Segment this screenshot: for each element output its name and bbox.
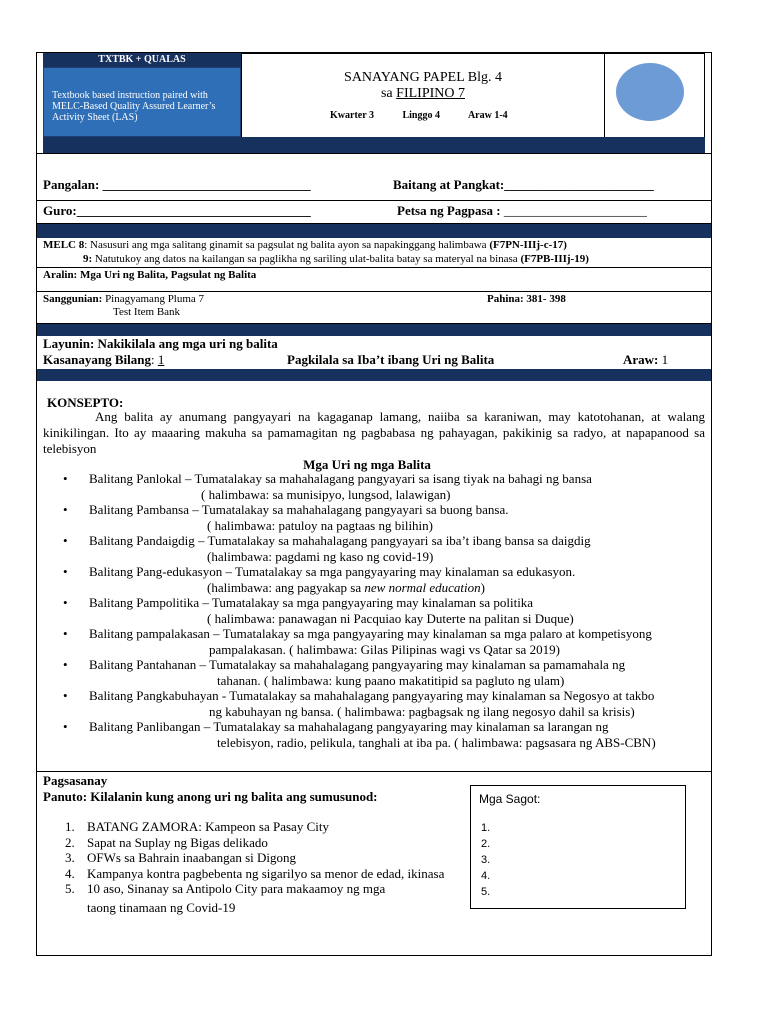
- uri-description: Balitang pampalakasan – Tumatalakay sa mga pangyayaring may kinalaman sa mga palaro at kompetisyong: [89, 626, 652, 641]
- uri-example: [89, 642, 707, 658]
- worksheet-subject: [242, 86, 604, 102]
- petsa-label: Petsa ng Pagpasa :: [397, 203, 504, 218]
- sanggunian: [43, 293, 204, 305]
- uri-ng-balita-item: [57, 688, 707, 719]
- pangalan-field[interactable]: Pangalan: ________________________________: [43, 177, 311, 192]
- melc-label: MELC 8: [43, 239, 85, 251]
- section-bar: [37, 369, 711, 381]
- konsepto-paragraph: Ang balita ay anumang pangyayari na kagaganap lamang, naiiba sa karaniwan, may katotohanan, at walang kinikilingan. Ito ay maaaring makuha sa pamamagitan ng pagbabasa ng pahayagan, pakikinig sa radyo, at napapanood sa telebisyon: [43, 409, 705, 456]
- kasanayan-label: Kasanayang Bilang: [43, 352, 152, 367]
- uri-example-text: ( halimbawa: sa munisipyo, lungsod, lalawigan): [201, 486, 451, 502]
- answer-slot[interactable]: 4.: [481, 870, 491, 882]
- kasanayan-sep: :: [151, 352, 158, 367]
- uri-description: Balitang Pantahanan – Tumatalakay sa mahahalagang pangyayaring may kinalaman sa pamamahala ng: [89, 657, 626, 672]
- pagsasanay-heading: Pagsasanay: [43, 773, 108, 788]
- uri-ng-balita-item: [57, 719, 707, 750]
- divider: [37, 771, 711, 772]
- pagkilala-title: Pagkilala sa Iba’t ibang Uri ng Balita: [287, 352, 495, 367]
- pahina: Pahina: 381- 398: [487, 293, 566, 305]
- item-text: Kampanya kontra pagbebenta ng sigarilyo sa menor de edad, ikinasa: [87, 865, 445, 881]
- linggo-label: Linggo 4: [402, 110, 440, 121]
- section-bar: [37, 224, 711, 238]
- uri-example-text: tahanan. ( halimbawa: kung paano makatitipid sa pagluto ng ulam): [217, 672, 565, 688]
- melc-9-text: Natutukoy ang datos na kailangan sa paglikha ng sariling ulat-balita batay sa materyal na binasa: [92, 253, 521, 265]
- uri-description: Balitang Panlibangan – Tumatalakay sa mahahalagang pangyayaring may kinalaman sa larangan ng: [89, 719, 609, 734]
- baitang-field[interactable]: Baitang at Pangkat:_______________________: [393, 177, 654, 192]
- divider: [37, 291, 711, 292]
- item-text: Sapat na Suplay ng Bigas delikado: [87, 834, 268, 850]
- item-text: 10 aso, Sinanay sa Antipolo City para makaamoy ng mga: [87, 881, 386, 896]
- logo-block: [605, 53, 705, 137]
- bullet-icon: •: [63, 657, 68, 672]
- bullet-icon: •: [63, 564, 68, 579]
- uri-ng-balita-item: [57, 657, 707, 688]
- subject-prefix: sa: [380, 86, 397, 101]
- uri-example: [89, 487, 707, 503]
- aralin: [43, 269, 256, 281]
- divider: [37, 200, 711, 201]
- pagsasanay-item: [59, 881, 444, 897]
- item-text: OFWs sa Bahrain inaabangan si Digong: [87, 850, 297, 865]
- bullet-icon: •: [63, 502, 68, 517]
- uri-ng-balita-item: [57, 626, 707, 657]
- bullet-icon: •: [63, 533, 68, 548]
- guro-field[interactable]: Guro:____________________________________: [43, 203, 311, 218]
- bullet-icon: •: [63, 688, 68, 703]
- panuto: Panuto: Kilalanin kung anong uri ng balita ang sumusunod:: [43, 789, 378, 804]
- kasanayan: [43, 352, 164, 368]
- pagsasanay-item: [59, 850, 444, 866]
- uri-ng-balita-item: [57, 471, 707, 502]
- melc-8-text: : Nasusuri ang mga salitang ginamit sa pagsulat ng balita ayon sa napakinggang halimbawa: [84, 239, 490, 251]
- aralin-value: Mga Uri ng Balita, Pagsulat ng Balita: [77, 269, 257, 281]
- worksheet-page: [36, 52, 712, 956]
- program-badge-title: TXTBK + QUALAS: [43, 53, 241, 67]
- melc-9: [83, 253, 589, 265]
- konsepto-heading: KONSEPTO:: [47, 395, 124, 410]
- petsa-blank: ______________________: [503, 203, 647, 218]
- uri-example-text: ( halimbawa: patuloy na pagtaas ng bilihin): [207, 517, 433, 533]
- answers-box: [470, 785, 686, 909]
- uri-description: Balitang Pandaigdig – Tumatalakay sa mahahalagang pangyayari sa iba’t ibang bansa sa daigdig: [89, 533, 591, 548]
- worksheet-header: [37, 53, 705, 137]
- item-number: 4.: [65, 865, 75, 881]
- uri-description: Balitang Pangkabuhayan - Tumatalakay sa mahahalagang pangyayaring may kinalaman sa Negosyo at takbo: [89, 688, 655, 703]
- sanggunian-value-2: Test Item Bank: [113, 306, 181, 318]
- uri-description: Balitang Pambansa – Tumatalakay sa mahahalagang pangyayari sa buong bansa.: [89, 502, 509, 517]
- araw: [623, 352, 668, 368]
- uri-example: [89, 704, 707, 720]
- item-number: 5.: [65, 881, 75, 896]
- bullet-icon: •: [63, 471, 68, 486]
- worksheet-title-block: [241, 53, 605, 137]
- uri-example: [89, 735, 707, 751]
- uri-example-text: telebisyon, radio, pelikula, tanghali at iba pa. ( halimbawa: pagsasara ng ABS-CBN): [217, 734, 656, 750]
- uri-example: [89, 611, 707, 627]
- uri-ng-balita-list: [57, 471, 707, 750]
- sanggunian-value-1: Pinagyamang Pluma 7: [102, 293, 205, 305]
- uri-ng-balita-item: [57, 564, 707, 595]
- kwarter-label: Kwarter 3: [330, 110, 374, 121]
- uri-example-text: (halimbawa: ang pagyakap sa: [207, 579, 365, 595]
- item-number: 2.: [65, 834, 75, 850]
- answer-slot[interactable]: 2.: [481, 838, 491, 850]
- petsa-field[interactable]: [397, 203, 647, 219]
- uri-description: Balitang Pampolitika – Tumatalakay sa mga pangyayaring may kinalaman sa politika: [89, 595, 534, 610]
- item-5-continued: taong tinamaan ng Covid-19: [87, 900, 236, 915]
- melc-8-code: (F7PN-IIIj-c-17): [489, 239, 567, 251]
- answer-slot[interactable]: 1.: [481, 822, 491, 834]
- worksheet-title: SANAYANG PAPEL Blg. 4: [344, 70, 502, 85]
- uri-description: Balitang Panlokal – Tumatalakay sa mahahalagang pangyayari sa isang tiyak na bahagi ng bansa: [89, 471, 592, 486]
- answer-slot[interactable]: 5.: [481, 886, 491, 898]
- sanggunian-label: Sanggunian:: [43, 293, 103, 305]
- uri-example: [89, 673, 707, 689]
- subject-name: FILIPINO 7: [396, 86, 465, 101]
- pagsasanay-item: [59, 835, 444, 851]
- pagsasanay-items: [59, 819, 444, 897]
- uri-ng-balita-item: [57, 502, 707, 533]
- logo-circle-icon: [616, 63, 684, 121]
- program-badge: [43, 53, 241, 137]
- uri-example-text: ( halimbawa: panawagan ni Pacquiao kay Duterte na palitan si Duque): [207, 610, 574, 626]
- araw-label: Araw 1-4: [467, 110, 508, 121]
- schedule-info: [330, 110, 534, 121]
- uri-ng-balita-item: [57, 595, 707, 626]
- uri-description: Balitang Pang-edukasyon – Tumatalakay sa mga pangyayaring may kinalaman sa edukasyon.: [89, 564, 576, 579]
- uri-example-text: (halimbawa: pagdami ng kaso ng covid-19): [207, 548, 434, 564]
- aralin-label: Aralin:: [43, 269, 78, 281]
- bullet-icon: •: [63, 719, 68, 734]
- uri-example-text: ng kabuhayan ng bansa. ( halimbawa: pagbagsak ng ilang negosyo dahil sa krisis): [209, 703, 635, 719]
- answer-slot[interactable]: 3.: [481, 854, 491, 866]
- bullet-icon: •: [63, 626, 68, 641]
- item-text: BATANG ZAMORA: Kampeon sa Pasay City: [87, 819, 329, 834]
- uri-example-italic: new normal education: [364, 579, 481, 595]
- mga-uri-heading: Mga Uri ng mga Balita: [303, 457, 431, 472]
- answers-heading: Mga Sagot:: [479, 792, 541, 806]
- section-bar: [37, 324, 711, 336]
- melc-9-code: (F7PB-IIIj-19): [520, 253, 589, 265]
- melc-9-label: 9:: [83, 253, 93, 265]
- uri-example: [89, 580, 707, 596]
- program-badge-description: Textbook based instruction paired with MELC-Based Quality Assured Learner’s Activity Sheet (LAS): [43, 67, 241, 137]
- header-divider-bar: [43, 137, 705, 153]
- melc-8: [43, 239, 567, 251]
- item-number: 3.: [65, 850, 75, 865]
- bullet-icon: •: [63, 595, 68, 610]
- divider: [37, 153, 711, 154]
- uri-ng-balita-item: [57, 533, 707, 564]
- pagsasanay-item: [59, 819, 444, 835]
- uri-example-text: pampalakasan. ( halimbawa: Gilas Pilipinas wagi vs Qatar sa 2019): [209, 641, 560, 657]
- araw-field-value: 1: [658, 352, 669, 367]
- pagsasanay-item: [59, 866, 444, 882]
- item-number: 1.: [65, 819, 75, 834]
- divider: [37, 267, 711, 268]
- kasanayan-value: 1: [157, 352, 165, 367]
- araw-field-label: Araw:: [623, 352, 659, 367]
- uri-example: [89, 518, 707, 534]
- layunin: Layunin: Nakikilala ang mga uri ng balita: [43, 336, 278, 351]
- uri-example-end: ): [480, 579, 485, 595]
- uri-example: [89, 549, 707, 565]
